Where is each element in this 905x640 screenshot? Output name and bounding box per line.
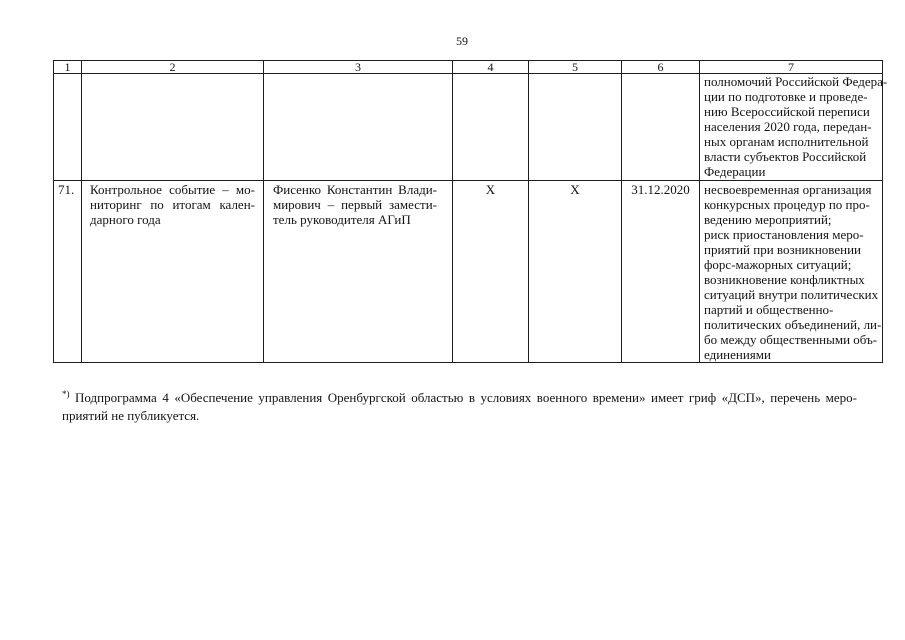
cell-line: риск приостановления меро- [704,227,864,242]
cell-col5: X [529,181,622,363]
cell-line: партий и общественно- [704,302,834,317]
cell-line: конкурсных процедур по про- [704,197,870,212]
cell-line: ведению мероприятий; [704,212,832,227]
cell-event [82,74,264,181]
cell-number [54,74,82,181]
cell-line: ных органам исполнительной [704,134,869,149]
column-header: 6 [622,61,700,74]
cell-date [622,74,700,181]
column-header: 7 [700,61,883,74]
cell-line: населения 2020 года, передан- [704,119,872,134]
cell-date: 31.12.2020 [622,181,700,363]
cell-risks [700,181,883,363]
cell-event [82,181,264,363]
cell-line: тель руководителя АГиП [273,212,411,227]
table-row [54,74,883,181]
cell-line: ции по подготовке и проведе- [704,89,868,104]
cell-responsible [264,74,453,181]
footnote-text: Подпрограмма 4 «Обеспечение управления Оренбургской областью в условиях военного времени» имеет гриф «ДСП», перечень меро- [75,390,857,405]
column-header: 4 [453,61,529,74]
footnote-marker: *) [62,389,70,399]
cell-line: власти субъектов Российской [704,149,867,164]
cell-line: возникновение конфликтных [704,272,865,287]
column-header: 1 [54,61,82,74]
cell-number [54,181,82,363]
cell-col4: X [453,181,529,363]
column-header: 5 [529,61,622,74]
cell-col4 [453,74,529,181]
cell-line: мирович – первый замести- [273,197,437,212]
column-header: 2 [82,61,264,74]
cell-line: форс-мажорных ситуаций; [704,257,852,272]
cell-line: единениями [704,347,771,362]
cell-line: политических объединений, ли- [704,317,882,332]
cell-line: приятий при возникновении [704,242,861,257]
cell-line: Фисенко Константин Влади- [273,182,437,197]
cell-col5 [529,74,622,181]
footnote [62,389,857,425]
table-header-row [54,61,883,74]
cell-line: Контрольное событие – мо- [90,182,255,197]
cell-line: Федерации [704,164,766,179]
footnote-line [62,389,857,407]
cell-line: ситуаций внутри политических [704,287,879,302]
footnote-line: приятий не публикуется. [62,408,200,423]
table-row [54,181,883,363]
cell-line: ниторинг по итогам кален- [90,197,255,212]
row-number: 71. [58,182,75,197]
column-header: 3 [264,61,453,74]
cell-line: нию Всероссийской переписи [704,104,870,119]
cell-line: полномочий Российской Федера- [704,74,888,89]
cell-line: несвоевременная организация [704,182,872,197]
page-number: 59 [456,34,468,48]
cell-risks [700,74,888,181]
cell-line: дарного года [90,212,161,227]
measures-table [53,60,888,363]
cell-responsible [264,181,453,363]
cell-line: бо между общественными объ- [704,332,878,347]
